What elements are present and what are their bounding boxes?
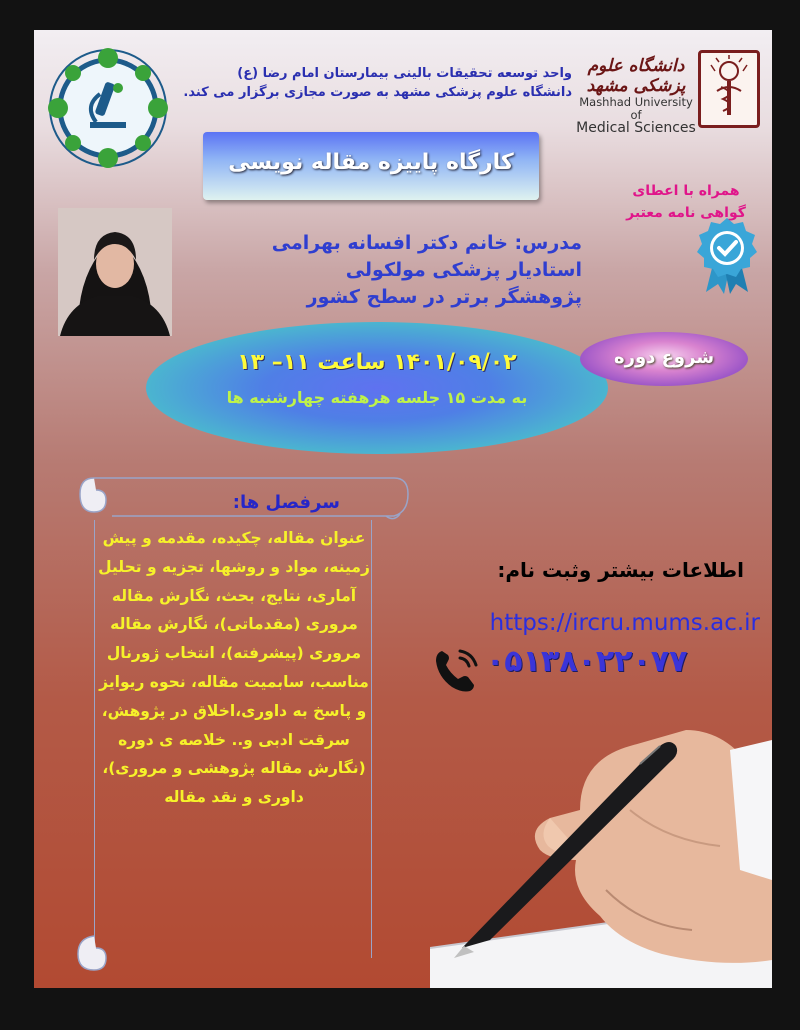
header-line-2: دانشگاه علوم پزشکی مشهد به صورت مجازی برگزار می کند. [183, 85, 572, 100]
certificate-badge-icon [692, 216, 762, 296]
registration-link[interactable]: https://ircru.mums.ac.ir [489, 610, 760, 636]
course-start-badge [580, 332, 748, 386]
university-name-en [572, 96, 700, 135]
start-date-time: ۱۴۰۱/۰۹/۰۲ ساعت ۱۱– ۱۳ [237, 350, 517, 375]
workshop-title-box [203, 132, 539, 200]
headings-title: سرفصل ها: [232, 492, 340, 513]
instructor-info [162, 230, 582, 311]
registration-title: اطلاعات بیشتر وثبت نام: [497, 558, 744, 582]
header-line-1: واحد توسعه تحقیقات بالینی بیمارستان امام رضا (ع) [237, 66, 572, 81]
instructor-name: مدرس: خانم دکتر افسانه بهرامی [271, 232, 582, 254]
certificate-line-2: گواهی نامه معتبر [626, 205, 746, 221]
course-start-label: شروع دوره [613, 347, 715, 368]
organizer-header [152, 64, 572, 102]
headings-list: عنوان مقاله، چکیده، مقدمه و پیش زمینه، مواد و روشها، تجزیه و تحلیل آماری، نتایج، بحث، نگارش مقاله مروری (مقدماتی)، نگارش مقاله مروری (پیشرفته)، انتخاب ژورنال مناسب، سابمیت مقاله، نحوه ریوایز و پاسخ به داوری،اخلاق در پژوهش، سرقت ادبی و.. خلاصه ی دوره (نگارش مقاله پژوهشی و مروری)، داوری و نقد مقاله [98, 529, 370, 807]
poster [34, 30, 772, 988]
instructor-photo [58, 208, 172, 336]
mums-logo [572, 44, 764, 136]
crcu-logo-caption [44, 176, 172, 183]
university-name-en-line-1: Mashhad University of [579, 95, 693, 122]
mums-emblem-icon [698, 50, 760, 128]
instructor-award: پژوهشگر برتر در سطح کشور [306, 286, 582, 308]
certificate-line-1: همراه با اعطای [632, 183, 740, 199]
university-name-fa: دانشگاه علوم پزشکی مشهد [586, 56, 686, 96]
scroll-bottom-icon [74, 934, 114, 974]
university-name-en-line-2: Medical Sciences [576, 120, 696, 136]
workshop-title: کارگاه پاییزه مقاله نویسی [228, 150, 514, 175]
hand-writing-image [430, 690, 772, 988]
instructor-position: استادیار پزشکی مولکولی [345, 259, 582, 281]
phone-number[interactable]: ۰۵۱۳۸۰۲۲۰۷۷ [486, 644, 688, 679]
session-count: به مدت ۱۵ جلسه هرهفته چهارشنبه ها [226, 388, 528, 407]
schedule-ellipse [146, 322, 608, 454]
